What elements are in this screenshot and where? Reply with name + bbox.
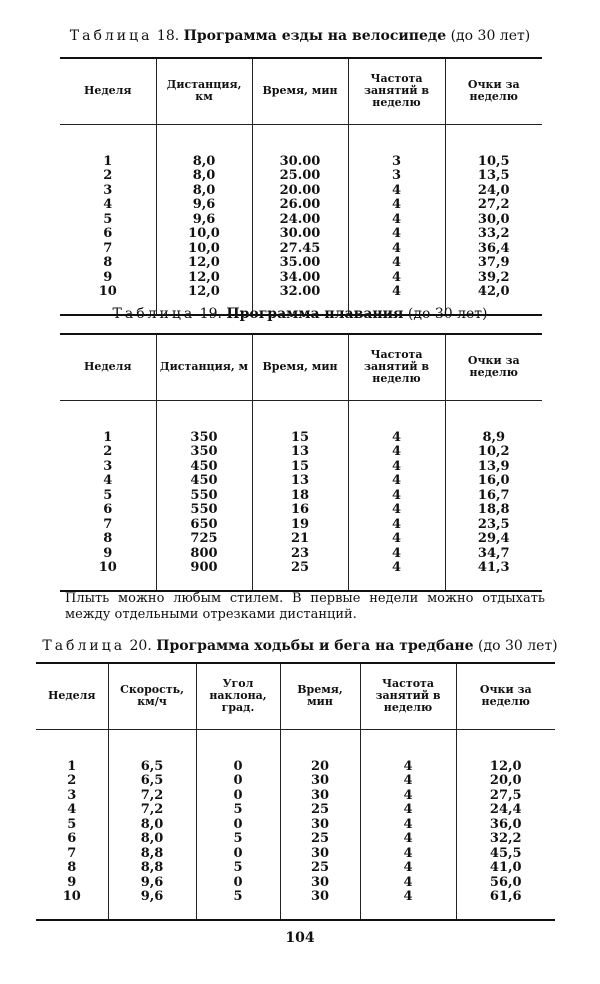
table19-header-cell: Очки за неделю (445, 334, 542, 400)
table-cell: 10,5 (445, 155, 542, 170)
table-cell: 650 (156, 518, 252, 533)
table-cell: 4 (348, 213, 445, 228)
table19-caption-prefix: Таблица (112, 306, 196, 322)
table-cell: 4 (360, 876, 456, 891)
table-cell: 18 (252, 489, 348, 504)
table-cell: 3 (103, 182, 113, 198)
table-cell: 4 (360, 890, 456, 920)
table-cell: 900 (156, 561, 252, 591)
table-spacer-row (60, 400, 542, 431)
table-cell: 10,2 (445, 445, 542, 460)
table-cell: 16,0 (445, 474, 542, 489)
table-cell: 5 (196, 803, 280, 818)
table-cell: 5 (196, 861, 280, 876)
table-row (36, 774, 555, 789)
table-cell: 41,3 (445, 561, 542, 591)
table-cell: 27,5 (456, 789, 555, 804)
spacer-cell (252, 400, 348, 431)
table-cell: 12,0 (156, 256, 252, 271)
table-cell: 39,2 (445, 271, 542, 286)
table19-caption-name: Программа плавания (226, 306, 404, 322)
table-cell: 27.45 (252, 242, 348, 257)
table-cell: 4 (348, 489, 445, 504)
table-row (60, 198, 542, 213)
table-cell: 32.00 (252, 285, 348, 315)
table18-caption-suffix: (до 30 лет) (450, 28, 531, 44)
spacer-cell (445, 124, 542, 155)
table18-body (60, 124, 542, 315)
table19-header-cell: Частота занятий в неделю (348, 334, 445, 400)
table-cell: 7 (67, 845, 77, 861)
table-cell: 3 (67, 787, 77, 803)
table-cell: 18,8 (445, 503, 542, 518)
spacer-cell (156, 400, 252, 431)
table-row (60, 213, 542, 228)
table20-header-cell: Очки за неделю (456, 663, 555, 729)
table-cell: 350 (156, 445, 252, 460)
table18-header-cell: Время, мин (252, 58, 348, 124)
table-cell: 0 (196, 760, 280, 775)
table-cell: 45,5 (456, 847, 555, 862)
table-row (60, 445, 542, 460)
table-cell: 15 (252, 431, 348, 446)
table-cell: 25 (280, 803, 360, 818)
table-cell: 10 (60, 561, 156, 591)
table-cell: 25 (280, 832, 360, 847)
table-cell: 350 (156, 431, 252, 446)
table-row (60, 155, 542, 170)
table-cell: 9,6 (156, 198, 252, 213)
table-cell: 30 (280, 876, 360, 891)
spacer-cell (252, 124, 348, 155)
table-cell: 6 (67, 831, 77, 846)
table-cell: 4 (348, 445, 445, 460)
table-cell: 29,4 (445, 532, 542, 547)
table-cell: 25 (252, 561, 348, 591)
table-cell: 0 (196, 774, 280, 789)
table-cell: 4 (348, 227, 445, 242)
table-cell: 4 (348, 561, 445, 591)
table-row (60, 532, 542, 547)
table-cell: 9 (67, 874, 77, 890)
table-spacer-row (60, 124, 542, 155)
table-row (36, 803, 555, 818)
spacer-cell (60, 124, 156, 155)
table-cell: 800 (156, 547, 252, 562)
table18 (60, 57, 542, 316)
table-cell: 16 (252, 503, 348, 518)
table18-header-cell: Дистанция, км (156, 58, 252, 124)
table18-header-cell: Частота занятий в неделю (348, 58, 445, 124)
table-cell: 6,5 (108, 760, 196, 775)
table20-header-cell: Неделя (36, 663, 108, 729)
spacer-cell (156, 124, 252, 155)
table-cell: 6,5 (108, 774, 196, 789)
table-cell: 34.00 (252, 271, 348, 286)
table-row (60, 169, 542, 184)
table19-header-cell: Дистанция, м (156, 334, 252, 400)
table-cell: 8,0 (108, 832, 196, 847)
table-cell: 450 (156, 474, 252, 489)
table-cell: 6 (103, 502, 113, 517)
table-cell: 3 (103, 458, 113, 474)
table18-caption-prefix: Таблица (69, 28, 153, 44)
table-cell: 9,6 (108, 876, 196, 891)
table-cell: 10 (36, 890, 108, 920)
spacer-cell (445, 400, 542, 431)
table-cell: 4 (348, 547, 445, 562)
table-row (60, 561, 542, 591)
spacer-cell (108, 729, 196, 760)
table18-header-row (60, 58, 542, 124)
spacer-cell (196, 729, 280, 760)
table-cell: 21 (252, 532, 348, 547)
table-cell: 9,6 (156, 213, 252, 228)
table-cell: 8 (103, 255, 113, 270)
table-cell: 5 (196, 890, 280, 920)
table-cell: 32,2 (456, 832, 555, 847)
table-cell: 20,0 (456, 774, 555, 789)
table-cell: 725 (156, 532, 252, 547)
table20-caption-number: 20. (129, 638, 152, 654)
table20-header-row (36, 663, 555, 729)
table-cell: 15 (252, 460, 348, 475)
table20-caption-name: Программа ходьбы и бега на тредбане (156, 638, 474, 654)
table-cell: 450 (156, 460, 252, 475)
table-cell: 5 (103, 487, 113, 503)
table-row (60, 518, 542, 533)
table-cell: 5 (196, 832, 280, 847)
spacer-cell (360, 729, 456, 760)
table-cell: 4 (103, 197, 113, 212)
table-cell: 4 (348, 503, 445, 518)
table-cell: 4 (360, 847, 456, 862)
table20-caption-prefix: Таблица (42, 638, 126, 654)
table-cell: 13 (252, 445, 348, 460)
table-cell: 8,0 (156, 184, 252, 199)
table-cell: 7 (103, 516, 113, 532)
table-cell: 35.00 (252, 256, 348, 271)
table18-header-cell: Неделя (60, 58, 156, 124)
table-cell: 41,0 (456, 861, 555, 876)
table-cell: 20.00 (252, 184, 348, 199)
table19-caption (0, 306, 600, 322)
table-cell: 1 (67, 758, 77, 774)
spacer-cell (456, 729, 555, 760)
table-row (60, 184, 542, 199)
table20-header-cell: Скорость, км/ч (108, 663, 196, 729)
table19 (60, 333, 542, 592)
table-cell: 7,2 (108, 803, 196, 818)
table-row (60, 547, 542, 562)
spacer-cell (348, 124, 445, 155)
table-row (60, 460, 542, 475)
table-cell: 4 (348, 184, 445, 199)
spacer-cell (36, 729, 108, 760)
table-cell: 12,0 (156, 285, 252, 315)
table-cell: 12,0 (456, 760, 555, 775)
table-cell: 26.00 (252, 198, 348, 213)
table-cell: 30 (280, 847, 360, 862)
table-cell: 5 (103, 211, 113, 227)
spacer-cell (60, 400, 156, 431)
table-cell: 4 (360, 861, 456, 876)
table-row (60, 242, 542, 257)
table-cell: 27,2 (445, 198, 542, 213)
table-cell: 8 (103, 531, 113, 546)
table-row (60, 431, 542, 446)
table-cell: 34,7 (445, 547, 542, 562)
table-cell: 33,2 (445, 227, 542, 242)
table-cell: 3 (348, 155, 445, 170)
table-cell: 13,5 (445, 169, 542, 184)
table-row (60, 489, 542, 504)
table-cell: 0 (196, 847, 280, 862)
table-row (60, 227, 542, 242)
table-cell: 10,0 (156, 227, 252, 242)
table-cell: 4 (348, 474, 445, 489)
table-cell: 8,8 (108, 847, 196, 862)
table-cell: 8,9 (445, 431, 542, 446)
table-cell: 4 (360, 832, 456, 847)
table-cell: 4 (348, 518, 445, 533)
table-row (60, 256, 542, 271)
table-cell: 0 (196, 789, 280, 804)
table-cell: 4 (360, 760, 456, 775)
table-row (36, 861, 555, 876)
table-cell: 5 (67, 816, 77, 832)
table-cell: 25.00 (252, 169, 348, 184)
table-cell: 24,4 (456, 803, 555, 818)
table-row (60, 474, 542, 489)
table-cell: 37,9 (445, 256, 542, 271)
table19-body (60, 400, 542, 591)
table-cell: 61,6 (456, 890, 555, 920)
table-spacer-row (36, 729, 555, 760)
table-cell: 2 (67, 773, 77, 788)
table-cell: 10,0 (156, 242, 252, 257)
table-cell: 4 (348, 285, 445, 315)
table-cell: 2 (103, 168, 113, 183)
table-cell: 30 (280, 774, 360, 789)
table-cell: 550 (156, 489, 252, 504)
table-cell: 0 (196, 818, 280, 833)
table-cell: 8,0 (108, 818, 196, 833)
table-cell: 13,9 (445, 460, 542, 475)
table19-caption-suffix: (до 30 лет) (407, 306, 488, 322)
spacer-cell (280, 729, 360, 760)
table-cell: 30 (280, 789, 360, 804)
table-row (36, 789, 555, 804)
table20-body (36, 729, 555, 920)
table-cell: 9 (103, 545, 113, 561)
table-cell: 8,0 (156, 169, 252, 184)
table-row (36, 876, 555, 891)
table-cell: 4 (348, 198, 445, 213)
table-cell: 24,0 (445, 184, 542, 199)
table-cell: 19 (252, 518, 348, 533)
table-cell: 8,0 (156, 155, 252, 170)
table-cell: 24.00 (252, 213, 348, 228)
table-cell: 4 (348, 271, 445, 286)
table-cell: 20 (280, 760, 360, 775)
table-row (60, 503, 542, 518)
table19-header-cell: Время, мин (252, 334, 348, 400)
table-cell: 7 (103, 240, 113, 256)
table-cell: 36,0 (456, 818, 555, 833)
table20-header-cell: Угол наклона, град. (196, 663, 280, 729)
table19-header-cell: Неделя (60, 334, 156, 400)
table-cell: 550 (156, 503, 252, 518)
table-cell: 4 (360, 774, 456, 789)
table-row (36, 890, 555, 920)
table-cell: 7,2 (108, 789, 196, 804)
table-cell: 9 (103, 269, 113, 285)
table-row (36, 760, 555, 775)
table-cell: 30 (280, 818, 360, 833)
table-cell: 4 (103, 473, 113, 488)
table-cell: 2 (103, 444, 113, 459)
table-cell: 23,5 (445, 518, 542, 533)
table-cell: 6 (103, 226, 113, 241)
table19-caption-number: 19. (199, 306, 222, 322)
table-cell: 4 (67, 802, 77, 817)
table19-header-row (60, 334, 542, 400)
table-cell: 4 (348, 242, 445, 257)
table20-caption (0, 638, 600, 654)
table-cell: 3 (348, 169, 445, 184)
table-cell: 56,0 (456, 876, 555, 891)
table-cell: 30,0 (445, 213, 542, 228)
table-cell: 4 (348, 460, 445, 475)
page-number: 104 (285, 930, 315, 946)
table-cell: 42,0 (445, 285, 542, 315)
table20-header-cell: Частота занятий в неделю (360, 663, 456, 729)
table-cell: 4 (360, 789, 456, 804)
table20-caption-suffix: (до 30 лет) (478, 638, 558, 654)
table-row (36, 832, 555, 847)
table-cell: 16,7 (445, 489, 542, 504)
table-cell: 4 (348, 431, 445, 446)
table-cell: 10 (60, 285, 156, 315)
table-row (36, 818, 555, 833)
table18-header-cell: Очки за неделю (445, 58, 542, 124)
table-cell: 4 (348, 532, 445, 547)
table20-header-cell: Время, мин (280, 663, 360, 729)
table20 (36, 662, 555, 921)
table-cell: 25 (280, 861, 360, 876)
table-cell: 4 (360, 803, 456, 818)
table-row (36, 847, 555, 862)
table-cell: 30.00 (252, 227, 348, 242)
table18-caption (0, 28, 600, 44)
table-cell: 0 (196, 876, 280, 891)
table-cell: 13 (252, 474, 348, 489)
table-cell: 1 (103, 153, 113, 169)
table-cell: 8,8 (108, 861, 196, 876)
table18-caption-name: Программа езды на велосипеде (183, 28, 447, 44)
table-cell: 8 (67, 860, 77, 875)
table-cell: 4 (348, 256, 445, 271)
table-cell: 9,6 (108, 890, 196, 920)
table-row (60, 271, 542, 286)
table-cell: 36,4 (445, 242, 542, 257)
table-cell: 23 (252, 547, 348, 562)
spacer-cell (348, 400, 445, 431)
table-cell: 1 (103, 429, 113, 445)
table-cell: 4 (360, 818, 456, 833)
table-cell: 12,0 (156, 271, 252, 286)
table-cell: 30.00 (252, 155, 348, 170)
table-cell: 30 (280, 890, 360, 920)
table18-caption-number: 18. (156, 28, 180, 44)
swim-note: Плыть можно любым стилем. В первые недели можно отдыхать между отдельными отрезками дистанций. (65, 591, 545, 622)
